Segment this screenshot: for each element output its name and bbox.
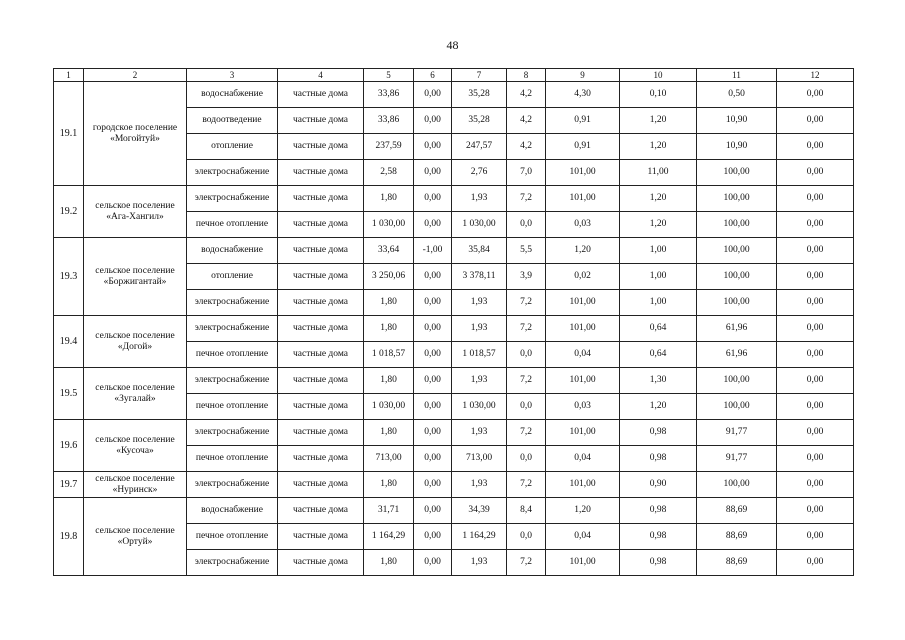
value-cell-7: 35,28	[452, 82, 507, 108]
settlement-name-cell: сельское поселение «Догой»	[84, 316, 187, 368]
value-cell-12: 0,00	[777, 446, 854, 472]
col-header-6: 6	[414, 69, 452, 82]
value-cell-6: 0,00	[414, 82, 452, 108]
value-cell-9: 0,04	[546, 342, 620, 368]
value-cell-11: 61,96	[697, 342, 777, 368]
service-cell: печное отопление	[187, 446, 278, 472]
value-cell-12: 0,00	[777, 212, 854, 238]
tariff-table	[53, 68, 854, 576]
col-header-8: 8	[507, 69, 546, 82]
value-cell-7: 1,93	[452, 186, 507, 212]
value-cell-10: 0,10	[620, 82, 697, 108]
value-cell-7: 1,93	[452, 420, 507, 446]
settlement-name-cell: сельское поселение «Ага-Хангил»	[84, 186, 187, 238]
value-cell-8: 0,0	[507, 212, 546, 238]
service-cell: электроснабжение	[187, 316, 278, 342]
page-number: 48	[446, 38, 459, 52]
value-cell-8: 5,5	[507, 238, 546, 264]
value-cell-8: 7,0	[507, 160, 546, 186]
value-cell-6: 0,00	[414, 420, 452, 446]
value-cell-11: 100,00	[697, 368, 777, 394]
value-cell-10: 1,20	[620, 186, 697, 212]
service-cell: электроснабжение	[187, 290, 278, 316]
housing-type-cell: частные дома	[278, 186, 364, 212]
value-cell-10: 0,98	[620, 446, 697, 472]
value-cell-11: 100,00	[697, 212, 777, 238]
table-row	[54, 472, 854, 498]
group-id-cell: 19.5	[54, 368, 84, 420]
value-cell-6: 0,00	[414, 524, 452, 550]
value-cell-6: 0,00	[414, 394, 452, 420]
value-cell-5: 31,71	[364, 498, 414, 524]
group-id-cell: 19.8	[54, 498, 84, 576]
value-cell-5: 3 250,06	[364, 264, 414, 290]
housing-type-cell: частные дома	[278, 238, 364, 264]
service-cell: печное отопление	[187, 212, 278, 238]
value-cell-5: 1 164,29	[364, 524, 414, 550]
value-cell-5: 1 030,00	[364, 212, 414, 238]
value-cell-9: 101,00	[546, 160, 620, 186]
col-header-9: 9	[546, 69, 620, 82]
value-cell-11: 100,00	[697, 238, 777, 264]
value-cell-10: 0,98	[620, 420, 697, 446]
value-cell-9: 1,20	[546, 238, 620, 264]
value-cell-9: 101,00	[546, 420, 620, 446]
value-cell-12: 0,00	[777, 108, 854, 134]
table-row	[54, 238, 854, 264]
value-cell-8: 7,2	[507, 550, 546, 576]
settlement-name-cell: городское поселение «Могойтуй»	[84, 82, 187, 186]
value-cell-10: 1,00	[620, 290, 697, 316]
value-cell-8: 3,9	[507, 264, 546, 290]
value-cell-9: 101,00	[546, 472, 620, 498]
value-cell-5: 1,80	[364, 472, 414, 498]
service-cell: электроснабжение	[187, 420, 278, 446]
service-cell: электроснабжение	[187, 186, 278, 212]
col-header-5: 5	[364, 69, 414, 82]
housing-type-cell: частные дома	[278, 498, 364, 524]
settlement-name-cell: сельское поселение «Нуринск»	[84, 472, 187, 498]
value-cell-12: 0,00	[777, 316, 854, 342]
value-cell-11: 0,50	[697, 82, 777, 108]
value-cell-11: 91,77	[697, 420, 777, 446]
service-cell: отопление	[187, 134, 278, 160]
value-cell-5: 33,86	[364, 108, 414, 134]
value-cell-9: 0,03	[546, 212, 620, 238]
value-cell-6: 0,00	[414, 134, 452, 160]
housing-type-cell: частные дома	[278, 368, 364, 394]
service-cell: водоснабжение	[187, 238, 278, 264]
housing-type-cell: частные дома	[278, 290, 364, 316]
value-cell-9: 0,04	[546, 524, 620, 550]
housing-type-cell: частные дома	[278, 108, 364, 134]
value-cell-6: -1,00	[414, 238, 452, 264]
service-cell: печное отопление	[187, 342, 278, 368]
value-cell-9: 101,00	[546, 290, 620, 316]
housing-type-cell: частные дома	[278, 446, 364, 472]
value-cell-9: 0,91	[546, 108, 620, 134]
value-cell-10: 1,20	[620, 134, 697, 160]
value-cell-12: 0,00	[777, 368, 854, 394]
col-header-2: 2	[84, 69, 187, 82]
value-cell-11: 88,69	[697, 550, 777, 576]
value-cell-11: 100,00	[697, 290, 777, 316]
value-cell-8: 8,4	[507, 498, 546, 524]
value-cell-8: 4,2	[507, 108, 546, 134]
value-cell-5: 33,64	[364, 238, 414, 264]
value-cell-11: 10,90	[697, 108, 777, 134]
value-cell-5: 2,58	[364, 160, 414, 186]
value-cell-6: 0,00	[414, 316, 452, 342]
value-cell-7: 35,28	[452, 108, 507, 134]
value-cell-6: 0,00	[414, 368, 452, 394]
value-cell-6: 0,00	[414, 186, 452, 212]
value-cell-5: 1 018,57	[364, 342, 414, 368]
value-cell-11: 88,69	[697, 498, 777, 524]
value-cell-10: 0,64	[620, 316, 697, 342]
value-cell-8: 7,2	[507, 186, 546, 212]
value-cell-11: 88,69	[697, 524, 777, 550]
value-cell-12: 0,00	[777, 472, 854, 498]
col-header-12: 12	[777, 69, 854, 82]
value-cell-8: 7,2	[507, 290, 546, 316]
settlement-name-cell: сельское поселение «Зугалай»	[84, 368, 187, 420]
value-cell-5: 33,86	[364, 82, 414, 108]
value-cell-12: 0,00	[777, 186, 854, 212]
value-cell-7: 1,93	[452, 290, 507, 316]
housing-type-cell: частные дома	[278, 264, 364, 290]
value-cell-8: 0,0	[507, 446, 546, 472]
group-id-cell: 19.1	[54, 82, 84, 186]
housing-type-cell: частные дома	[278, 394, 364, 420]
value-cell-9: 0,02	[546, 264, 620, 290]
col-header-7: 7	[452, 69, 507, 82]
value-cell-11: 61,96	[697, 316, 777, 342]
housing-type-cell: частные дома	[278, 472, 364, 498]
value-cell-12: 0,00	[777, 290, 854, 316]
value-cell-9: 101,00	[546, 550, 620, 576]
value-cell-10: 1,00	[620, 264, 697, 290]
value-cell-6: 0,00	[414, 264, 452, 290]
housing-type-cell: частные дома	[278, 524, 364, 550]
value-cell-9: 4,30	[546, 82, 620, 108]
housing-type-cell: частные дома	[278, 160, 364, 186]
value-cell-5: 1,80	[364, 316, 414, 342]
service-cell: печное отопление	[187, 394, 278, 420]
value-cell-7: 713,00	[452, 446, 507, 472]
value-cell-11: 100,00	[697, 264, 777, 290]
value-cell-6: 0,00	[414, 212, 452, 238]
value-cell-7: 2,76	[452, 160, 507, 186]
value-cell-10: 1,20	[620, 108, 697, 134]
housing-type-cell: частные дома	[278, 82, 364, 108]
housing-type-cell: частные дома	[278, 342, 364, 368]
value-cell-8: 4,2	[507, 134, 546, 160]
value-cell-12: 0,00	[777, 134, 854, 160]
value-cell-12: 0,00	[777, 342, 854, 368]
value-cell-10: 1,00	[620, 238, 697, 264]
group-id-cell: 19.7	[54, 472, 84, 498]
service-cell: отопление	[187, 264, 278, 290]
value-cell-7: 34,39	[452, 498, 507, 524]
service-cell: электроснабжение	[187, 368, 278, 394]
col-header-11: 11	[697, 69, 777, 82]
value-cell-10: 0,98	[620, 550, 697, 576]
value-cell-7: 1 018,57	[452, 342, 507, 368]
value-cell-5: 1,80	[364, 368, 414, 394]
value-cell-10: 1,20	[620, 212, 697, 238]
value-cell-7: 1 030,00	[452, 394, 507, 420]
housing-type-cell: частные дома	[278, 420, 364, 446]
value-cell-12: 0,00	[777, 264, 854, 290]
value-cell-6: 0,00	[414, 342, 452, 368]
value-cell-6: 0,00	[414, 290, 452, 316]
value-cell-9: 0,91	[546, 134, 620, 160]
value-cell-11: 100,00	[697, 186, 777, 212]
value-cell-7: 35,84	[452, 238, 507, 264]
table-row	[54, 82, 854, 108]
value-cell-8: 7,2	[507, 316, 546, 342]
value-cell-12: 0,00	[777, 420, 854, 446]
table-row	[54, 368, 854, 394]
table-row	[54, 498, 854, 524]
value-cell-12: 0,00	[777, 238, 854, 264]
value-cell-10: 1,30	[620, 368, 697, 394]
value-cell-10: 0,64	[620, 342, 697, 368]
service-cell: электроснабжение	[187, 550, 278, 576]
value-cell-8: 7,2	[507, 420, 546, 446]
value-cell-6: 0,00	[414, 108, 452, 134]
service-cell: водоотведение	[187, 108, 278, 134]
service-cell: печное отопление	[187, 524, 278, 550]
header-row	[54, 69, 854, 82]
value-cell-8: 4,2	[507, 82, 546, 108]
value-cell-7: 1 164,29	[452, 524, 507, 550]
col-header-1: 1	[54, 69, 84, 82]
value-cell-12: 0,00	[777, 82, 854, 108]
value-cell-11: 100,00	[697, 472, 777, 498]
group-id-cell: 19.6	[54, 420, 84, 472]
value-cell-5: 713,00	[364, 446, 414, 472]
value-cell-9: 1,20	[546, 498, 620, 524]
value-cell-5: 1,80	[364, 420, 414, 446]
table-row	[54, 420, 854, 446]
col-header-4: 4	[278, 69, 364, 82]
value-cell-5: 1,80	[364, 290, 414, 316]
value-cell-9: 101,00	[546, 368, 620, 394]
value-cell-8: 7,2	[507, 368, 546, 394]
value-cell-11: 100,00	[697, 394, 777, 420]
table-row	[54, 316, 854, 342]
value-cell-8: 0,0	[507, 524, 546, 550]
value-cell-10: 1,20	[620, 394, 697, 420]
housing-type-cell: частные дома	[278, 550, 364, 576]
service-cell: электроснабжение	[187, 160, 278, 186]
group-id-cell: 19.2	[54, 186, 84, 238]
value-cell-6: 0,00	[414, 446, 452, 472]
table-body	[54, 69, 854, 576]
value-cell-12: 0,00	[777, 524, 854, 550]
value-cell-12: 0,00	[777, 550, 854, 576]
value-cell-10: 0,90	[620, 472, 697, 498]
value-cell-10: 0,98	[620, 498, 697, 524]
value-cell-6: 0,00	[414, 498, 452, 524]
housing-type-cell: частные дома	[278, 316, 364, 342]
settlement-name-cell: сельское поселение «Кусоча»	[84, 420, 187, 472]
value-cell-5: 1,80	[364, 550, 414, 576]
value-cell-10: 0,98	[620, 524, 697, 550]
value-cell-10: 11,00	[620, 160, 697, 186]
value-cell-8: 0,0	[507, 342, 546, 368]
value-cell-5: 237,59	[364, 134, 414, 160]
value-cell-7: 3 378,11	[452, 264, 507, 290]
value-cell-7: 1,93	[452, 550, 507, 576]
value-cell-7: 1,93	[452, 316, 507, 342]
settlement-name-cell: сельское поселение «Боржигантай»	[84, 238, 187, 316]
service-cell: водоснабжение	[187, 498, 278, 524]
value-cell-8: 7,2	[507, 472, 546, 498]
value-cell-9: 101,00	[546, 316, 620, 342]
group-id-cell: 19.3	[54, 238, 84, 316]
value-cell-6: 0,00	[414, 550, 452, 576]
value-cell-11: 10,90	[697, 134, 777, 160]
housing-type-cell: частные дома	[278, 212, 364, 238]
value-cell-5: 1,80	[364, 186, 414, 212]
value-cell-12: 0,00	[777, 160, 854, 186]
col-header-3: 3	[187, 69, 278, 82]
value-cell-12: 0,00	[777, 394, 854, 420]
value-cell-7: 1 030,00	[452, 212, 507, 238]
value-cell-7: 1,93	[452, 472, 507, 498]
value-cell-11: 100,00	[697, 160, 777, 186]
table-row	[54, 186, 854, 212]
value-cell-12: 0,00	[777, 498, 854, 524]
service-cell: водоснабжение	[187, 82, 278, 108]
group-id-cell: 19.4	[54, 316, 84, 368]
value-cell-6: 0,00	[414, 160, 452, 186]
housing-type-cell: частные дома	[278, 134, 364, 160]
value-cell-7: 1,93	[452, 368, 507, 394]
value-cell-9: 101,00	[546, 186, 620, 212]
value-cell-11: 91,77	[697, 446, 777, 472]
settlement-name-cell: сельское поселение «Ортуй»	[84, 498, 187, 576]
value-cell-9: 0,04	[546, 446, 620, 472]
col-header-10: 10	[620, 69, 697, 82]
value-cell-9: 0,03	[546, 394, 620, 420]
value-cell-6: 0,00	[414, 472, 452, 498]
service-cell: электроснабжение	[187, 472, 278, 498]
value-cell-8: 0,0	[507, 394, 546, 420]
value-cell-7: 247,57	[452, 134, 507, 160]
value-cell-5: 1 030,00	[364, 394, 414, 420]
